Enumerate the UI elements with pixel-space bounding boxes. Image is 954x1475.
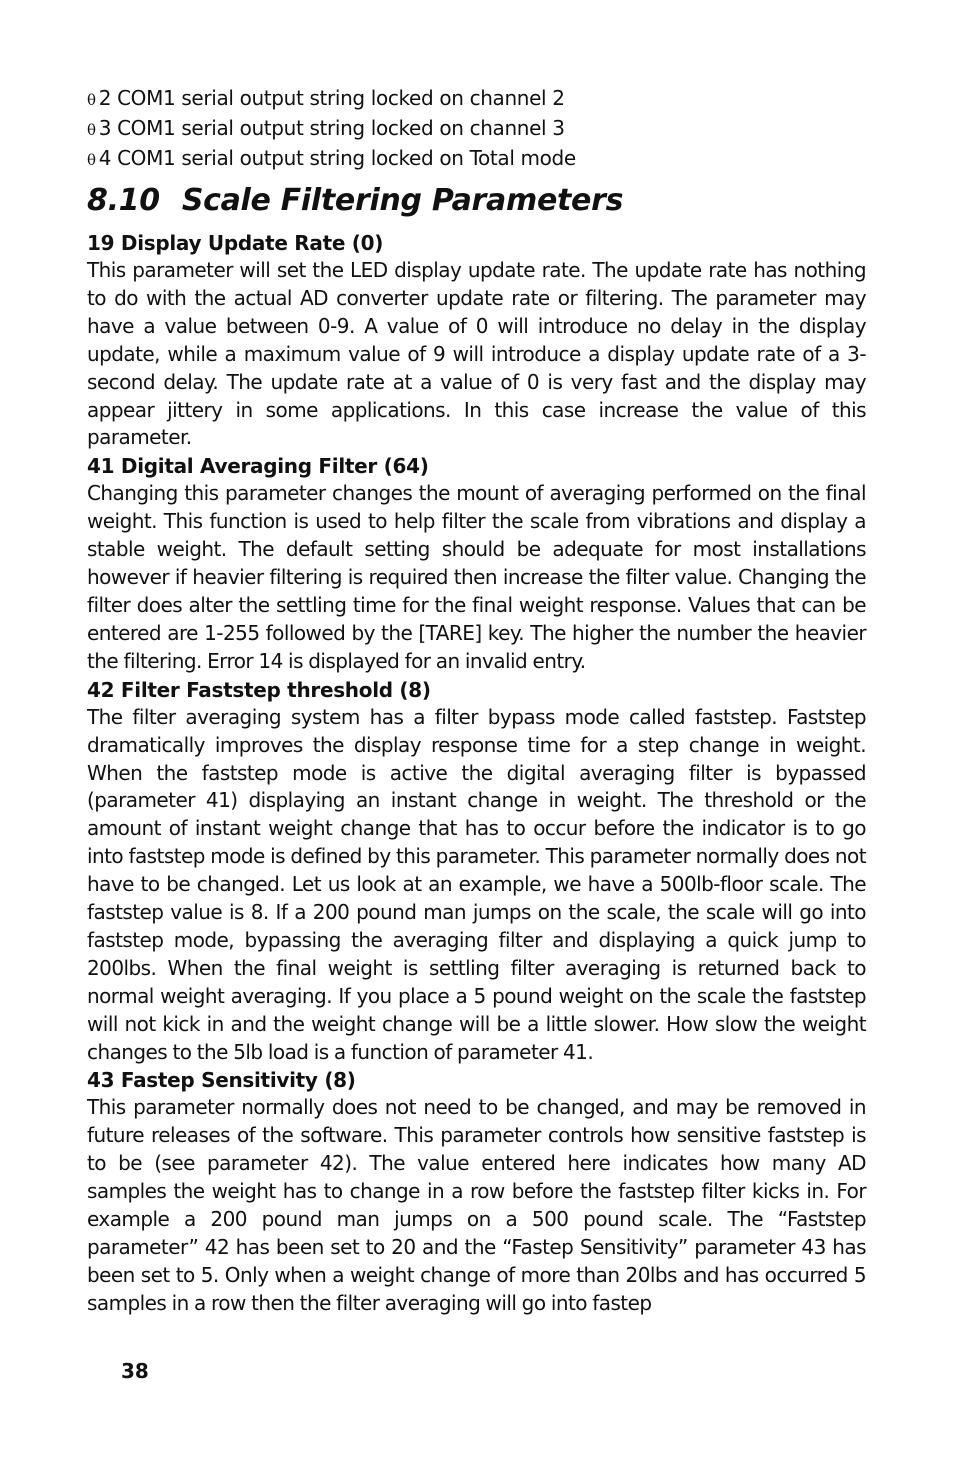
parameter-title: 42 Filter Faststep threshold (8) — [87, 677, 431, 702]
page-number: 38 — [121, 1359, 149, 1383]
option-line — [87, 144, 866, 174]
section-heading — [87, 182, 866, 220]
parameter-42 — [87, 676, 866, 1067]
option-text: 4 COM1 serial output string locked on Total mode — [98, 146, 576, 170]
option-line — [87, 114, 866, 144]
parameter-description: Changing this parameter changes the mount of averaging performed on the final weight. This function is used to help filter the scale from vibrations and display a stable weight. The default setting should be adequate for most installations however if heavier filtering is required then increase the filter value. Changing the filter does alter the settling time for the final weight response. Values that can be entered are 1-255 followed by the [TARE] key. The higher the number the heavier the filtering. Error 14 is displayed for an invalid entry. — [87, 481, 866, 673]
parameter-title: 43 Fastep Sensitivity (8) — [87, 1068, 356, 1093]
parameter-title: 19 Display Update Rate (0) — [87, 231, 384, 255]
theta-symbol: θ — [87, 91, 96, 109]
parameter-19 — [87, 229, 866, 452]
theta-symbol: θ — [87, 151, 96, 169]
parameter-description: This parameter normally does not need to be changed, and may be removed in future releases of the software. This parameter controls how sensitive faststep is to be (see parameter 42). The value entered here indicates how many AD samples the weight has to change in a row before the faststep filter kicks in. For example a 200 pound man jumps on a 500 pound scale. The “Faststep parameter” 42 has been set to 20 and the “Fastep Sensitivity” parameter 43 has been set to 5. Only when a weight change of more than 20lbs and has occurred 5 samples in a row then the filter averaging will go into fastep — [87, 1095, 866, 1315]
parameter-43 — [87, 1066, 866, 1317]
option-line — [87, 84, 866, 114]
parameter-description: The filter averaging system has a filter bypass mode called faststep. Faststep dramatically improves the display response time for a step change in weight. When the faststep mode is active the digital averaging filter is bypassed (parameter 41) displaying an instant change in weight. The threshold or the amount of instant weight change that has to occur before the indicator is to go into faststep mode is defined by this parameter. This parameter normally does not have to be changed. Let us look at an example, we have a 500lb-floor scale. The faststep value is 8. If a 200 pound man jumps on the scale, the scale will go into faststep mode, bypassing the averaging filter and displaying a quick jump to 200lbs. When the final weight is settling filter averaging is returned back to normal weight averaging. If you place a 5 pound weight on the scale the faststep will not kick in and the weight change will be a little slower. How slow the weight changes to the 5lb load is a function of parameter 41. — [87, 704, 866, 1064]
manual-page — [87, 84, 866, 1318]
section-number: 8.10 — [87, 183, 160, 218]
parameter-description: This parameter will set the LED display update rate. The update rate has nothing to do with the actual AD converter update rate or filtering. The parameter may have a value between 0-9. A value of 0 will introduce no delay in the display update, while a maximum value of 9 will introduce a display update rate of a 3-second delay. The update rate at a value of 0 is very fast and the display may appear jittery in some applications. In this case increase the value of this parameter. — [87, 258, 866, 450]
section-title: Scale Filtering Parameters — [181, 183, 624, 218]
parameter-41 — [87, 452, 866, 675]
option-text: 3 COM1 serial output string locked on channel 3 — [98, 116, 565, 140]
option-text: 2 COM1 serial output string locked on channel 2 — [98, 86, 565, 110]
parameter-title: 41 Digital Averaging Filter (64) — [87, 454, 429, 479]
theta-symbol: θ — [87, 121, 96, 139]
